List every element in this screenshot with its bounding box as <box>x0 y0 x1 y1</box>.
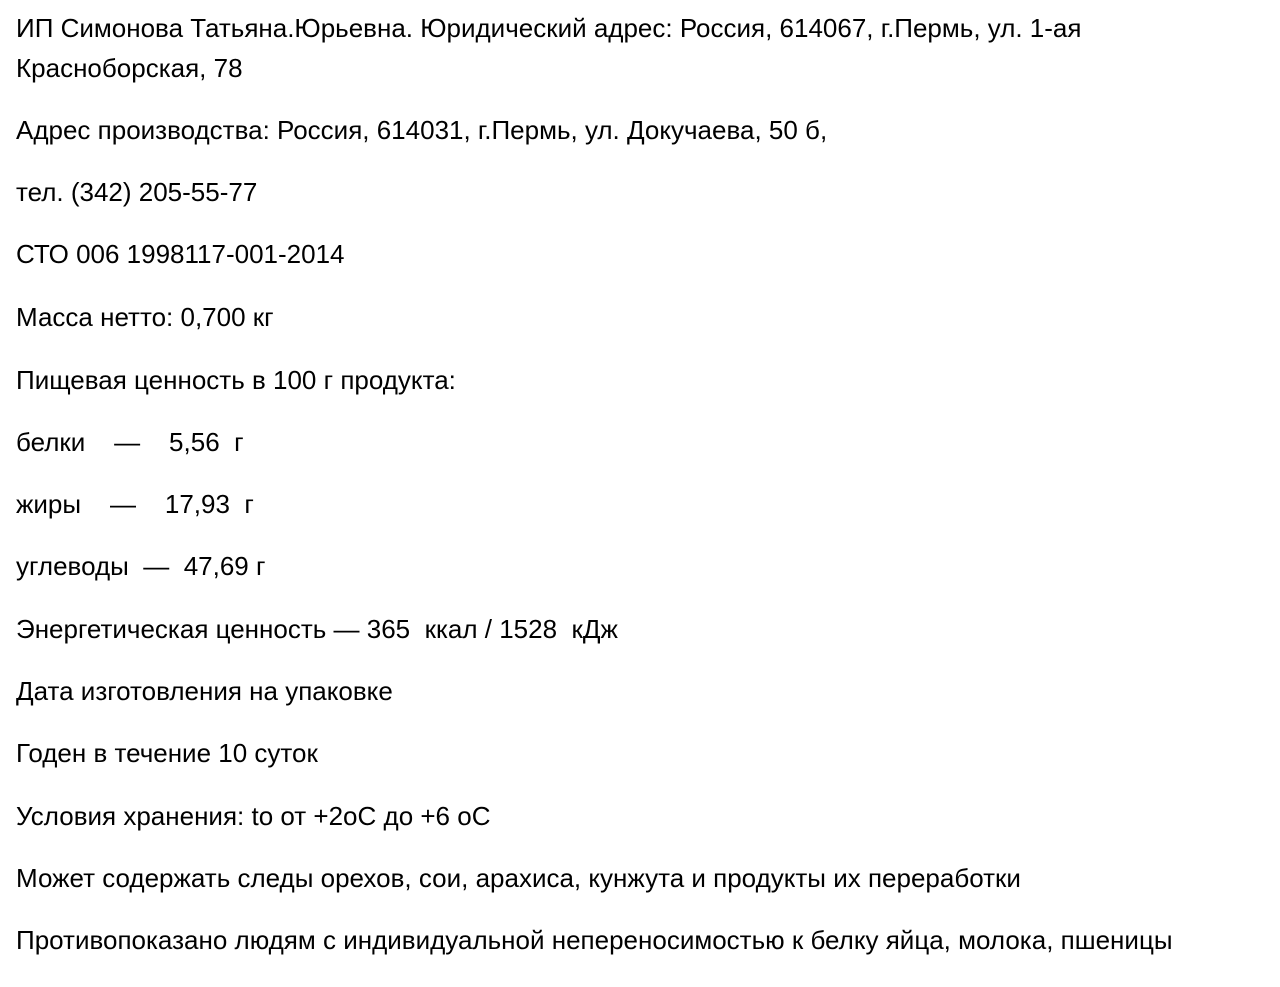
production-date: Дата изготовления на упаковке <box>16 676 393 706</box>
allergen-traces: Может содержать следы орехов, сои, арахиса, кунжута и продукты их переработки <box>16 863 1021 893</box>
shelf-life: Годен в течение 10 суток <box>16 738 318 768</box>
production-address: Адрес производства: Россия, 614031, г.Пермь, ул. Докучаева, 50 б, <box>16 115 828 145</box>
energy-value: Энергетическая ценность — 365 ккал / 1528 кДж <box>16 614 618 644</box>
contraindications: Противопоказано людям с индивидуальной непереносимостью к белку яйца, молока, пшеницы <box>16 925 1173 955</box>
nutrition-proteins: белки — 5,56 г <box>16 427 244 457</box>
legal-address-line-1: ИП Симонова Татьяна.Юрьевна. Юридический адрес: Россия, 614067, г.Пермь, ул. 1-ая <box>16 13 1082 43</box>
standard-code: СТО 006 1998117-001-2014 <box>16 239 345 269</box>
phone-number: тел. (342) 205-55-77 <box>16 177 258 207</box>
nutrition-carbohydrates: углеводы — 47,69 г <box>16 551 266 581</box>
net-weight: Масса нетто: 0,700 кг <box>16 302 274 332</box>
nutrition-heading: Пищевая ценность в 100 г продукта: <box>16 365 456 395</box>
legal-address-line-2: Красноборская, 78 <box>16 53 243 83</box>
storage-conditions: Условия хранения: to от +2oC до +6 oC <box>16 801 491 831</box>
nutrition-fats: жиры — 17,93 г <box>16 489 254 519</box>
